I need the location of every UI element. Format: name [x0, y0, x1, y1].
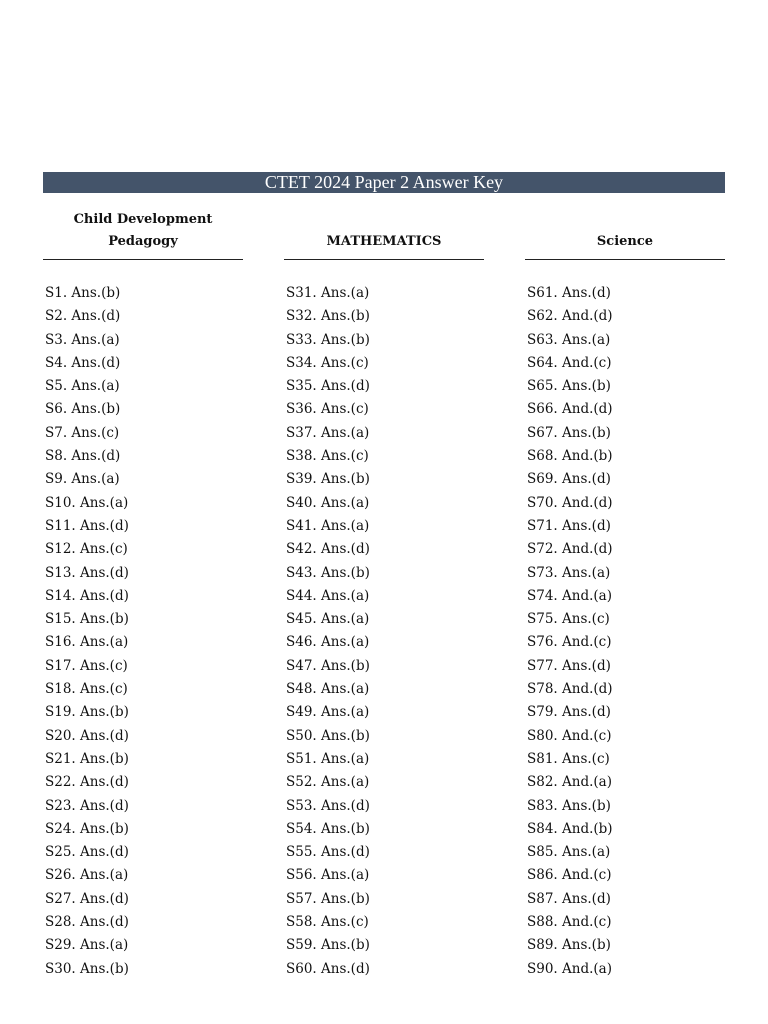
answer-item: S10. Ans.(a): [45, 494, 129, 511]
answer-item: S89. Ans.(b): [527, 937, 611, 954]
answer-item: S22. Ans.(d): [45, 774, 129, 791]
answer-item: S54. Ans.(b): [286, 820, 370, 837]
answer-item: S86. And.(c): [527, 867, 612, 884]
answer-item: S87. Ans.(d): [527, 890, 611, 907]
answer-item: S33. Ans.(b): [286, 331, 370, 348]
answer-item: S74. And.(a): [527, 587, 612, 604]
answer-item: S88. And.(c): [527, 914, 612, 931]
answer-item: S24. Ans.(b): [45, 820, 129, 837]
answer-column-science: [525, 282, 725, 981]
answer-item: S3. Ans.(a): [45, 331, 120, 348]
answer-item: S23. Ans.(d): [45, 797, 129, 814]
answer-item: S71. Ans.(d): [527, 517, 611, 534]
answer-item: S27. Ans.(d): [45, 890, 129, 907]
answer-item: S65. Ans.(b): [527, 378, 611, 395]
answer-item: S11. Ans.(d): [45, 517, 129, 534]
answer-item: S46. Ans.(a): [286, 634, 370, 651]
answer-item: S68. And.(b): [527, 448, 613, 465]
answer-item: S17. Ans.(c): [45, 657, 128, 674]
answer-item: S2. Ans.(d): [45, 308, 121, 325]
answer-item: S62. And.(d): [527, 308, 613, 325]
answer-item: S8. Ans.(d): [45, 448, 121, 465]
answer-item: S80. And.(c): [527, 727, 612, 744]
answer-item: S32. Ans.(b): [286, 308, 370, 325]
answer-item: S85. Ans.(a): [527, 844, 611, 861]
answer-item: S21. Ans.(b): [45, 750, 129, 767]
column-header-child-development-pedagogy: [43, 210, 243, 260]
answer-item: S76. And.(c): [527, 634, 612, 651]
answer-item: S90. And.(a): [527, 960, 612, 977]
answer-item: S83. Ans.(b): [527, 797, 611, 814]
answer-item: S59. Ans.(b): [286, 937, 370, 954]
answer-item: S64. And.(c): [527, 354, 612, 371]
answer-item: S19. Ans.(b): [45, 704, 129, 721]
answer-item: S48. Ans.(a): [286, 681, 370, 698]
answer-item: S38. Ans.(c): [286, 448, 369, 465]
document-title: CTET 2024 Paper 2 Answer Key: [43, 172, 725, 193]
answer-column-mathematics: [284, 282, 484, 981]
column-header-line: Science: [596, 234, 654, 249]
answer-item: S25. Ans.(d): [45, 844, 129, 861]
answer-item: S15. Ans.(b): [45, 611, 129, 628]
answer-item: S1. Ans.(b): [45, 285, 121, 301]
answer-item: S41. Ans.(a): [286, 517, 370, 534]
answer-item: S55. Ans.(d): [286, 844, 370, 861]
answer-item: S82. And.(a): [527, 774, 612, 791]
answer-item: S69. Ans.(d): [527, 471, 611, 488]
answer-item: S79. Ans.(d): [527, 704, 611, 721]
answer-item: S7. Ans.(c): [45, 424, 120, 441]
answer-item: S57. Ans.(b): [286, 890, 370, 907]
column-header-science: [525, 210, 725, 260]
answer-item: S66. And.(d): [527, 401, 613, 418]
answer-item: S40. Ans.(a): [286, 494, 370, 511]
answer-item: S63. Ans.(a): [527, 331, 611, 348]
column-header-line: Child Development: [73, 212, 213, 227]
answer-item: S43. Ans.(b): [286, 564, 370, 581]
answer-item: S5. Ans.(a): [45, 378, 120, 395]
answer-item: S81. Ans.(c): [527, 750, 610, 767]
answer-item: S44. Ans.(a): [286, 587, 370, 604]
answer-item: S14. Ans.(d): [45, 587, 129, 604]
answer-item: S45. Ans.(a): [286, 611, 370, 628]
answer-item: S47. Ans.(b): [286, 657, 370, 674]
answer-item: S73. Ans.(a): [527, 564, 611, 581]
answer-item: S50. Ans.(b): [286, 727, 370, 744]
answer-item: S16. Ans.(a): [45, 634, 129, 651]
answer-item: S49. Ans.(a): [286, 704, 370, 721]
answer-item: S18. Ans.(c): [45, 681, 128, 698]
answer-item: S28. Ans.(d): [45, 914, 129, 931]
answer-item: S67. Ans.(b): [527, 424, 611, 441]
answer-item: S39. Ans.(b): [286, 471, 370, 488]
answer-column-child-development: [43, 282, 243, 981]
answer-item: S37. Ans.(a): [286, 424, 370, 441]
answer-item: S4. Ans.(d): [45, 354, 121, 371]
answer-item: S34. Ans.(c): [286, 354, 369, 371]
answer-item: S75. Ans.(c): [527, 611, 610, 628]
answer-item: S51. Ans.(a): [286, 750, 370, 767]
answer-item: S58. Ans.(c): [286, 914, 369, 931]
answer-item: S78. And.(d): [527, 681, 613, 698]
answer-item: S20. Ans.(d): [45, 727, 129, 744]
answer-item: S31. Ans.(a): [286, 285, 370, 301]
answer-item: S42. Ans.(d): [286, 541, 370, 558]
answer-item: S13. Ans.(d): [45, 564, 129, 581]
answer-item: S56. Ans.(a): [286, 867, 370, 884]
answer-item: S30. Ans.(b): [45, 960, 129, 977]
answer-item: S53. Ans.(d): [286, 797, 370, 814]
answer-item: S12. Ans.(c): [45, 541, 128, 558]
answer-item: S61. Ans.(d): [527, 285, 611, 301]
answer-item: S52. Ans.(a): [286, 774, 370, 791]
answer-item: S72. And.(d): [527, 541, 613, 558]
answer-item: S6. Ans.(b): [45, 401, 121, 418]
answer-item: S36. Ans.(c): [286, 401, 369, 418]
column-header-line: Pedagogy: [108, 234, 178, 249]
answer-item: S35. Ans.(d): [286, 378, 370, 395]
answer-item: S9. Ans.(a): [45, 471, 120, 488]
column-header-mathematics: [284, 210, 484, 260]
answer-item: S70. And.(d): [527, 494, 613, 511]
column-header-line: MATHEMATICS: [326, 234, 442, 249]
answer-item: S84. And.(b): [527, 820, 613, 837]
answer-item: S60. Ans.(d): [286, 960, 370, 977]
answer-item: S77. Ans.(d): [527, 657, 611, 674]
answer-item: S26. Ans.(a): [45, 867, 129, 884]
answer-item: S29. Ans.(a): [45, 937, 129, 954]
